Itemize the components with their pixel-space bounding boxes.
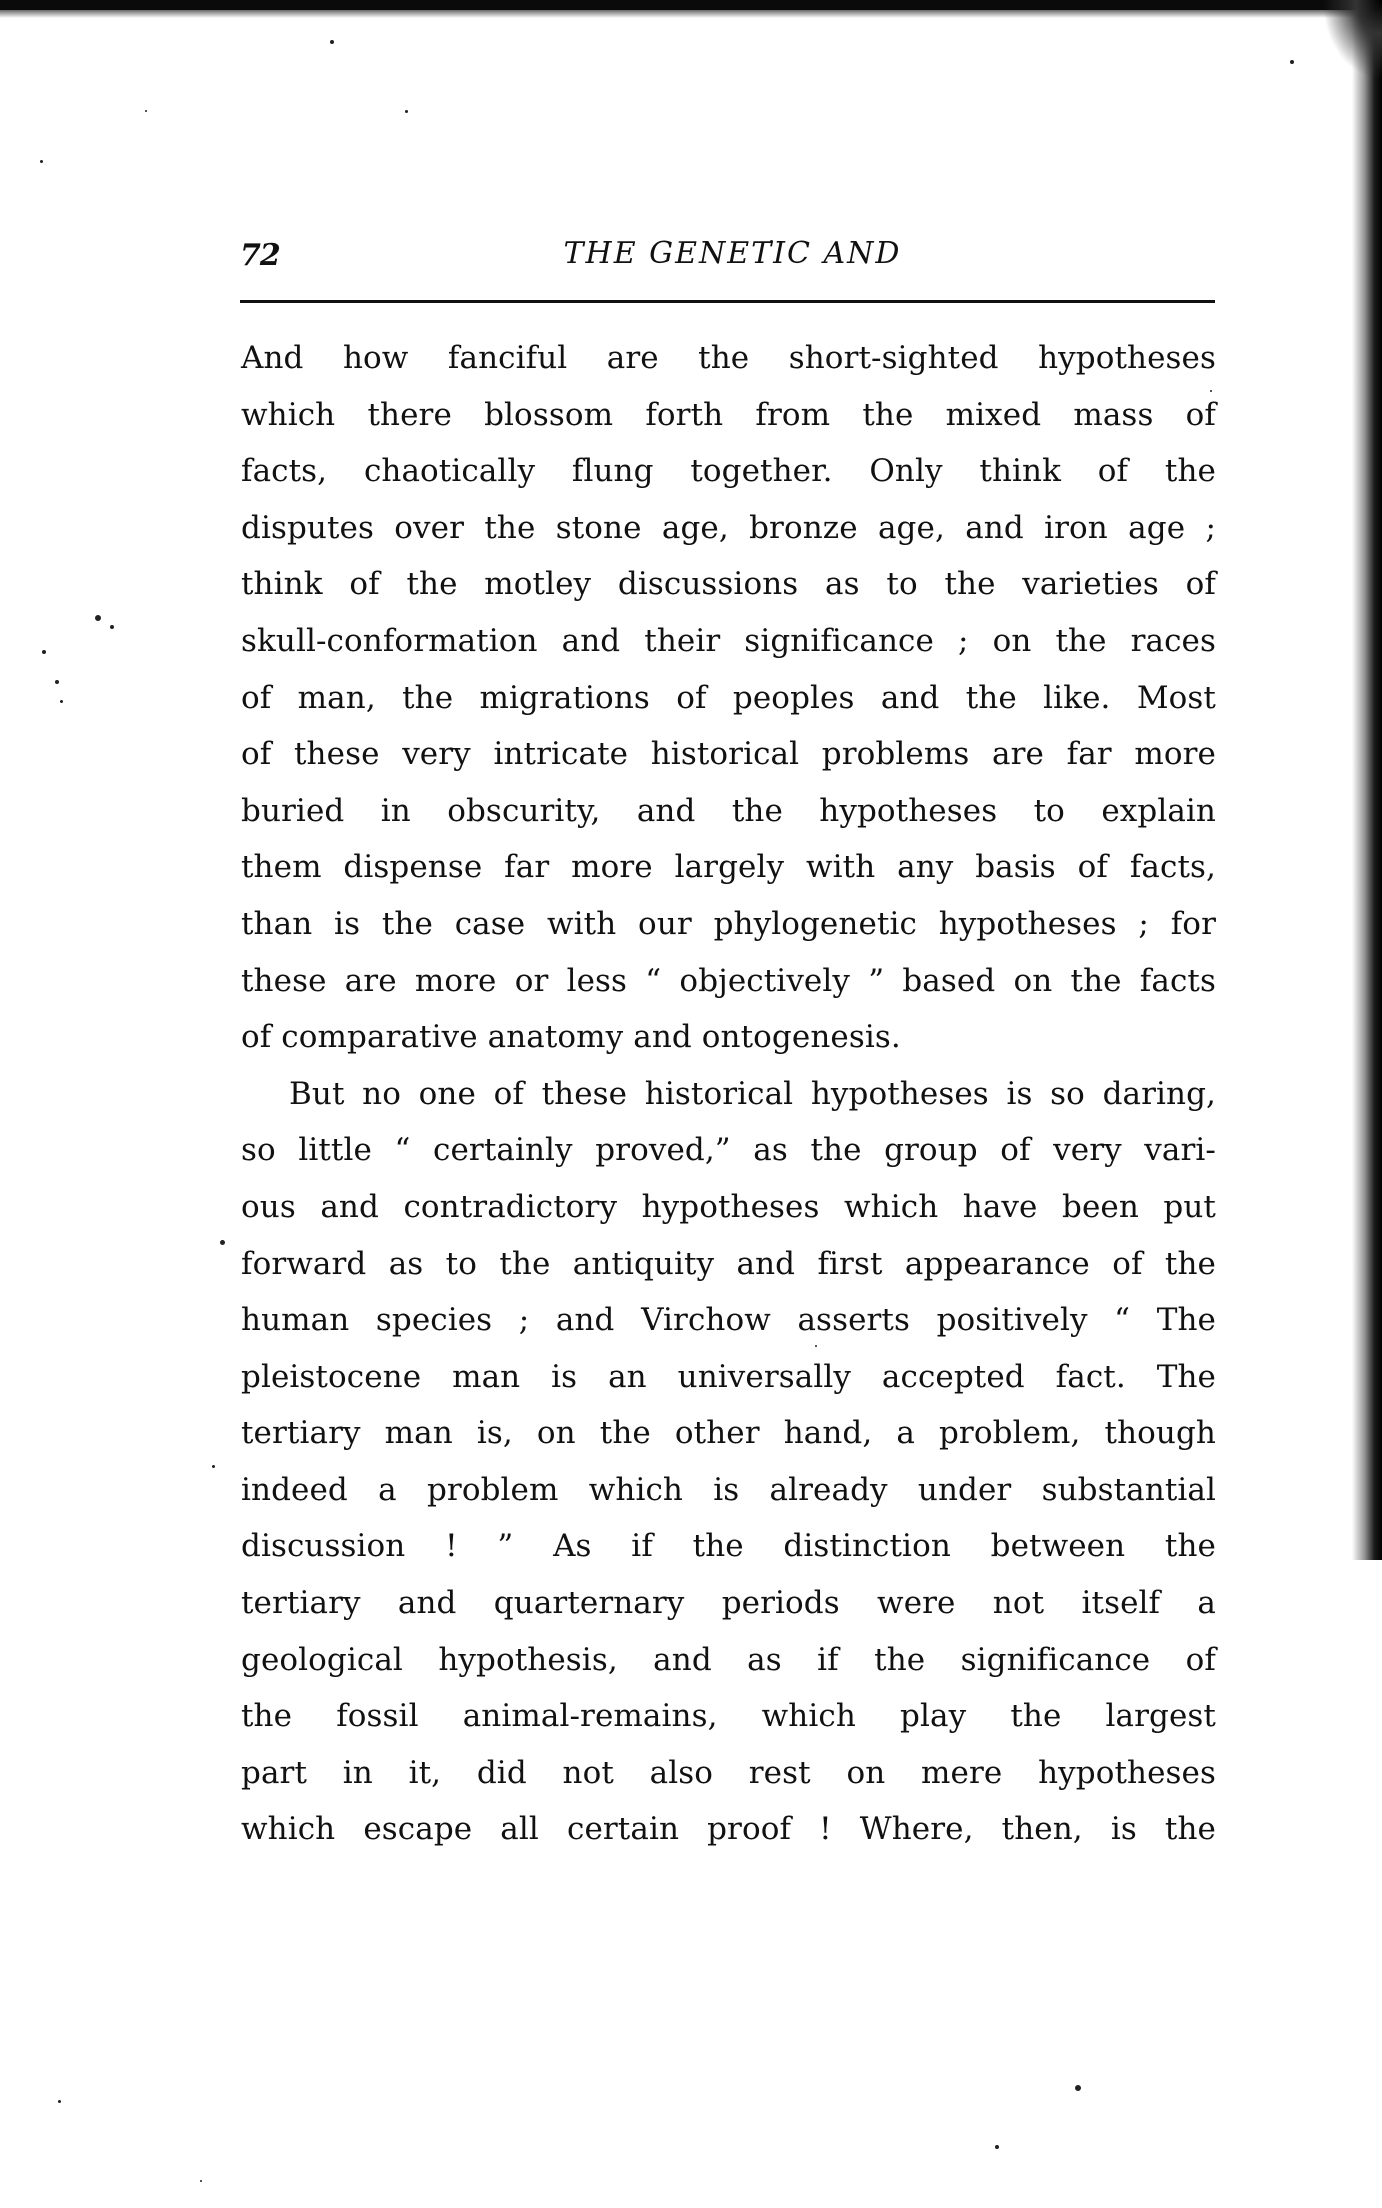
running-head (240, 232, 1215, 276)
text-line: which there blossom forth from the mixed mass of (241, 396, 1216, 433)
paragraph (241, 1066, 1216, 1858)
scan-speck (212, 1465, 215, 1468)
scan-speck (60, 700, 63, 703)
paragraph (241, 330, 1216, 1066)
text-line: than is the case with our phylogenetic hypotheses ; for (241, 905, 1216, 942)
scan-speck (42, 650, 46, 654)
running-title: THE GENETIC AND (563, 236, 902, 271)
scan-speck (220, 1240, 225, 1245)
text-line: these are more or less “ objectively ” based on the facts (241, 962, 1216, 999)
text-line: disputes over the stone age, bronze age, and iron age ; (241, 509, 1216, 546)
text-line: human species ; and Virchow asserts positively “ The (241, 1302, 1216, 1339)
scan-speck (405, 110, 408, 113)
text-line: tertiary and quarternary periods were not itself a (241, 1585, 1216, 1622)
text-line: of comparative anatomy and ontogenesis. (241, 1019, 901, 1056)
text-line: part in it, did not also rest on mere hypotheses (241, 1754, 1216, 1791)
scan-corner-shadow (1322, 0, 1382, 80)
scan-speck (40, 160, 43, 163)
text-line: which escape all certain proof ! Where, then, is the (241, 1811, 1216, 1848)
scan-speck (1290, 60, 1294, 64)
text-line: forward as to the antiquity and first appearance of the (241, 1245, 1216, 1282)
scan-speck (55, 680, 59, 684)
text-line: so little “ certainly proved,” as the group of very vari- (241, 1132, 1216, 1169)
text-line: geological hypothesis, and as if the significance of (241, 1641, 1216, 1678)
text-line: facts, chaotically flung together. Only think of the (241, 453, 1216, 490)
text-line: pleistocene man is an universally accepted fact. The (241, 1358, 1216, 1395)
text-line: skull-conformation and their significance ; on the races (241, 622, 1216, 659)
scan-top-edge-shadow (0, 10, 1382, 18)
scan-speck (110, 625, 114, 629)
text-line: indeed a problem which is already under substantial (241, 1471, 1216, 1508)
text-line: And how fanciful are the short-sighted hypotheses (241, 340, 1216, 376)
text-line: tertiary man is, on the other hand, a problem, though (241, 1415, 1216, 1452)
scan-speck (145, 110, 147, 112)
text-line: discussion ! ” As if the distinction between the (241, 1528, 1216, 1565)
scan-binding-edge (1352, 0, 1382, 1560)
scan-speck (995, 2145, 999, 2149)
header-rule (240, 300, 1215, 303)
text-line: buried in obscurity, and the hypotheses to explain (241, 792, 1216, 829)
scan-speck (330, 40, 334, 44)
text-line: of these very intricate historical problems are far more (241, 736, 1216, 773)
scan-top-edge (0, 0, 1382, 10)
text-line: But no one of these historical hypotheses is so daring, (289, 1075, 1216, 1112)
body-text (241, 330, 1216, 1858)
scan-speck (200, 2180, 202, 2182)
text-line: of man, the migrations of peoples and the like. Most (241, 679, 1216, 716)
page-number: 72 (240, 238, 280, 273)
text-line: ous and contradictory hypotheses which have been put (241, 1188, 1216, 1225)
text-line: think of the motley discussions as to the varieties of (241, 566, 1216, 603)
scan-speck (1075, 2085, 1081, 2091)
scan-speck (95, 615, 101, 621)
text-line: the fossil animal-remains, which play the largest (241, 1698, 1216, 1735)
text-line: them dispense far more largely with any basis of facts, (241, 849, 1216, 886)
scan-speck (58, 2100, 61, 2103)
